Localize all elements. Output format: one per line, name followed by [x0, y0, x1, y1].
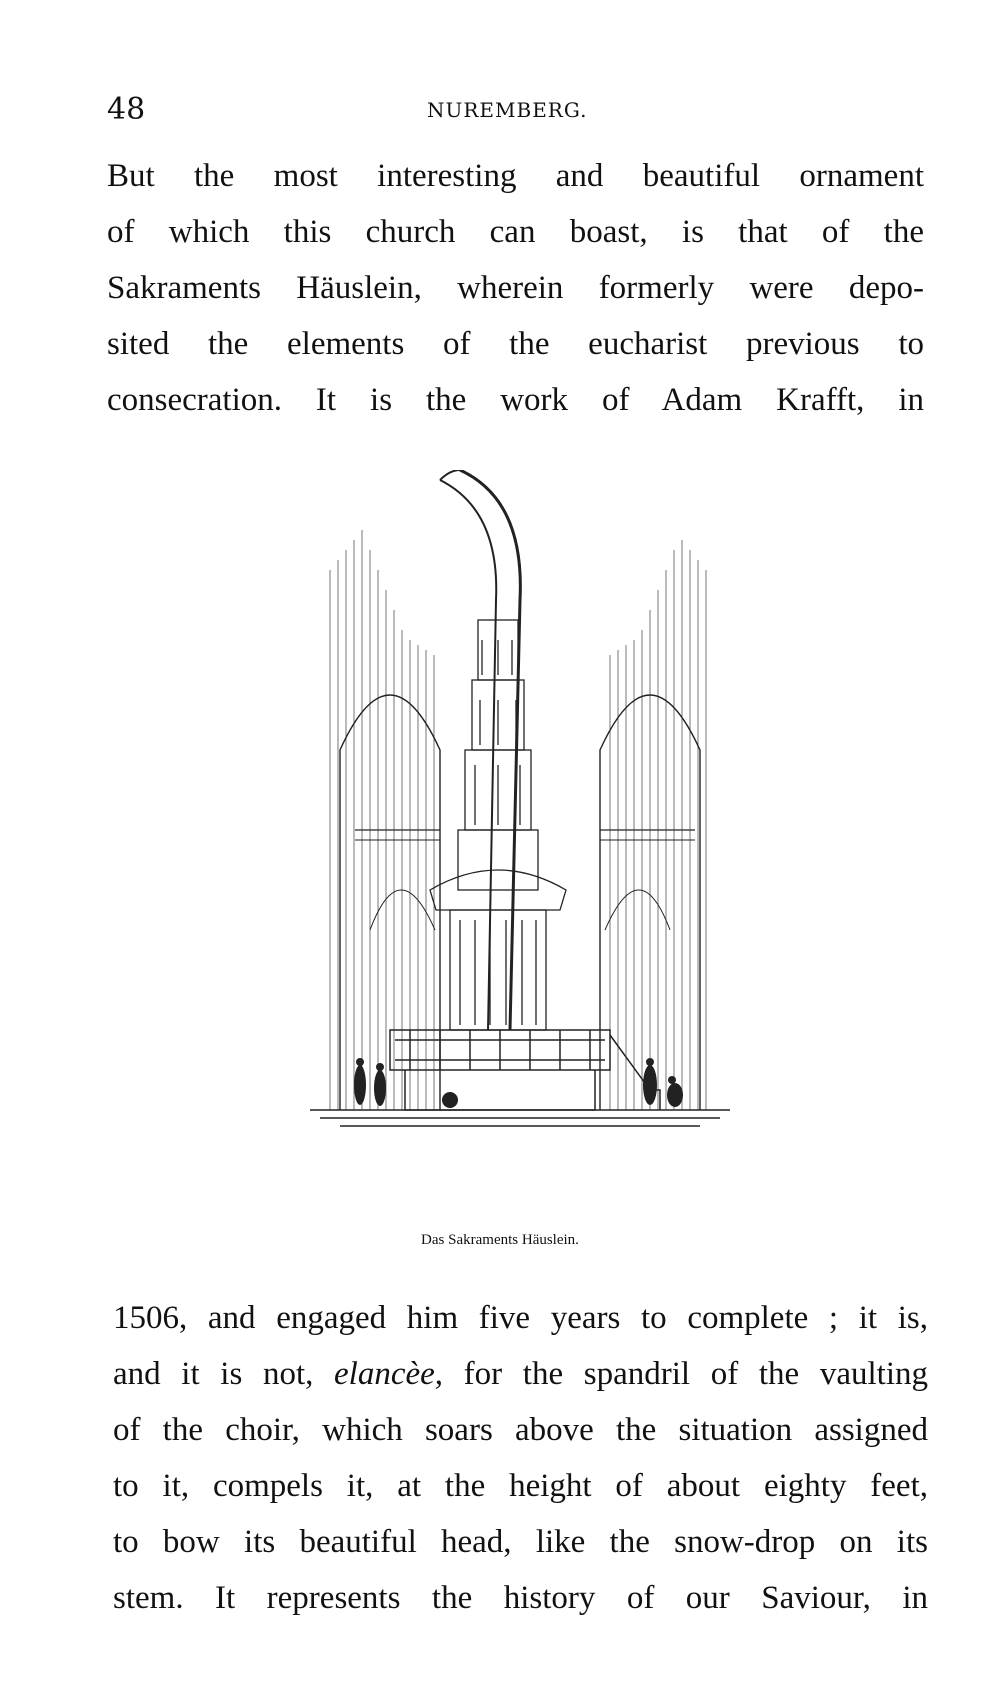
text-line: 1506, and engaged him five years to complete ; it is, [113, 1300, 928, 1336]
text-line [113, 1346, 928, 1402]
paragraph-1 [107, 148, 924, 428]
text-line: Sakraments Häuslein, wherein formerly were depo- [107, 270, 924, 306]
running-title: NUREMBERG. [427, 98, 588, 122]
text-line: consecration. It is the work of Adam Krafft, in [107, 382, 924, 418]
text-line: to bow its beautiful head, like the snow-drop on its [113, 1524, 928, 1560]
background-hatching [330, 530, 706, 1110]
tower-tiers [430, 620, 566, 1030]
paragraph-2 [113, 1290, 928, 1626]
text-line: sited the elements of the eucharist previous to [107, 326, 924, 362]
italic-word: elancèe, [334, 1356, 444, 1392]
text-line: of the choir, which soars above the situation assigned [113, 1412, 928, 1448]
running-head [107, 92, 927, 132]
base-gallery [390, 1030, 660, 1110]
sakraments-hauslein-engraving [310, 470, 730, 1210]
text-fragment: for the spandril of the vaulting [443, 1356, 928, 1392]
text-line: But the most interesting and beautiful ornament [107, 158, 924, 194]
text-fragment: and it is not, [113, 1356, 335, 1392]
text-line: to it, compels it, at the height of about eighty feet, [113, 1468, 928, 1504]
text-line: stem. It represents the history of our Saviour, in [113, 1580, 928, 1616]
figure-caption: Das Sakraments Häuslein. [421, 1232, 579, 1248]
text-line: of which this church can boast, is that of the [107, 214, 924, 250]
page-number: 48 [107, 92, 146, 127]
